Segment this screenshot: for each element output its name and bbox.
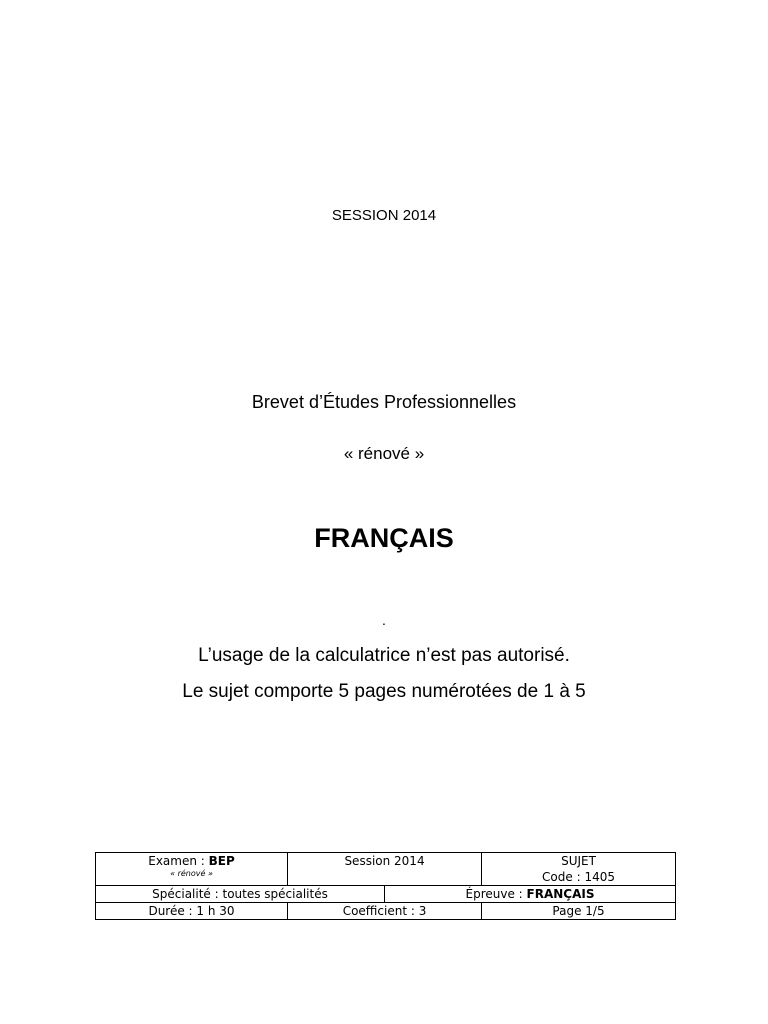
exam-info-table <box>95 852 676 920</box>
renove-label: « rénové » <box>343 444 425 463</box>
page-cell <box>482 903 676 920</box>
separator-dot: . <box>382 612 386 628</box>
table-row <box>96 853 676 886</box>
examen-sub: « rénové » <box>170 869 213 878</box>
diploma-title: Brevet d’Études Professionnelles <box>251 392 517 412</box>
code-value: Code : 1405 <box>542 870 615 884</box>
examen-label: Examen : <box>148 854 209 868</box>
coefficient-cell <box>288 903 482 920</box>
epreuve-value: FRANÇAIS <box>526 887 595 901</box>
page-number: Page 1/5 <box>552 904 605 918</box>
specialite-cell <box>96 886 385 903</box>
subject-title: FRANÇAIS <box>314 523 454 553</box>
pages-notice: Le sujet comporte 5 pages numérotées de 1 à 5 <box>182 681 586 702</box>
table-row <box>96 903 676 920</box>
examen-cell <box>96 853 288 886</box>
specialite-value: Spécialité : toutes spécialités <box>152 887 328 901</box>
examen-value: BEP <box>208 854 235 868</box>
calculator-notice: L’usage de la calculatrice n’est pas autorisé. <box>198 645 570 666</box>
coefficient-value: Coefficient : 3 <box>342 904 427 918</box>
epreuve-cell <box>385 886 676 903</box>
session-value: Session 2014 <box>344 854 425 868</box>
epreuve-label: Épreuve : <box>465 887 527 901</box>
duree-cell <box>96 903 288 920</box>
duree-value: Durée : 1 h 30 <box>148 904 235 918</box>
sujet-cell <box>482 853 676 886</box>
session-cell <box>288 853 482 886</box>
table-row <box>96 886 676 903</box>
session-heading: SESSION 2014 <box>331 207 437 224</box>
sujet-label: SUJET <box>561 854 596 868</box>
